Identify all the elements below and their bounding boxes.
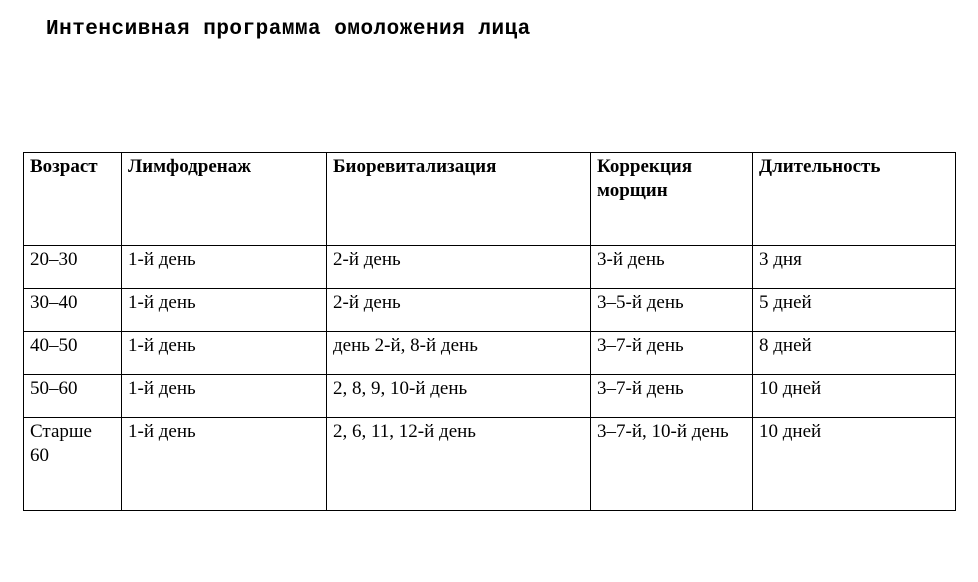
cell-duration: 3 дня: [753, 246, 956, 289]
cell-wrinkle-correction: 3-й день: [591, 246, 753, 289]
cell-duration: 10 дней: [753, 418, 956, 511]
header-age: Возраст: [24, 153, 122, 246]
cell-lymphatic-drainage: 1-й день: [122, 418, 327, 511]
table-row: [24, 332, 956, 375]
cell-duration: 8 дней: [753, 332, 956, 375]
cell-biorevitalization: день 2-й, 8-й день: [327, 332, 591, 375]
cell-wrinkle-correction: 3–7-й день: [591, 375, 753, 418]
header-lymphatic-drainage: Лимфодренаж: [122, 153, 327, 246]
cell-wrinkle-correction: 3–7-й, 10-й день: [591, 418, 753, 511]
cell-age: 20–30: [24, 246, 122, 289]
cell-age: 50–60: [24, 375, 122, 418]
cell-duration: 10 дней: [753, 375, 956, 418]
table-row: [24, 289, 956, 332]
cell-biorevitalization: 2, 8, 9, 10-й день: [327, 375, 591, 418]
cell-age: 30–40: [24, 289, 122, 332]
cell-biorevitalization: 2-й день: [327, 289, 591, 332]
cell-duration: 5 дней: [753, 289, 956, 332]
cell-biorevitalization: 2-й день: [327, 246, 591, 289]
cell-lymphatic-drainage: 1-й день: [122, 289, 327, 332]
cell-wrinkle-correction: 3–5-й день: [591, 289, 753, 332]
table-row: [24, 418, 956, 511]
cell-lymphatic-drainage: 1-й день: [122, 332, 327, 375]
header-duration: Длительность: [753, 153, 956, 246]
table-row: [24, 375, 956, 418]
cell-lymphatic-drainage: 1-й день: [122, 375, 327, 418]
document-title: Интенсивная программа омоложения лица: [46, 18, 531, 41]
cell-age: Старше 60: [24, 418, 122, 511]
cell-biorevitalization: 2, 6, 11, 12-й день: [327, 418, 591, 511]
header-wrinkle-correction: Коррекция морщин: [591, 153, 753, 246]
table-header-row: [24, 153, 956, 246]
cell-age: 40–50: [24, 332, 122, 375]
cell-wrinkle-correction: 3–7-й день: [591, 332, 753, 375]
program-table: [23, 152, 956, 511]
table-row: [24, 246, 956, 289]
cell-lymphatic-drainage: 1-й день: [122, 246, 327, 289]
header-biorevitalization: Биоревитализация: [327, 153, 591, 246]
